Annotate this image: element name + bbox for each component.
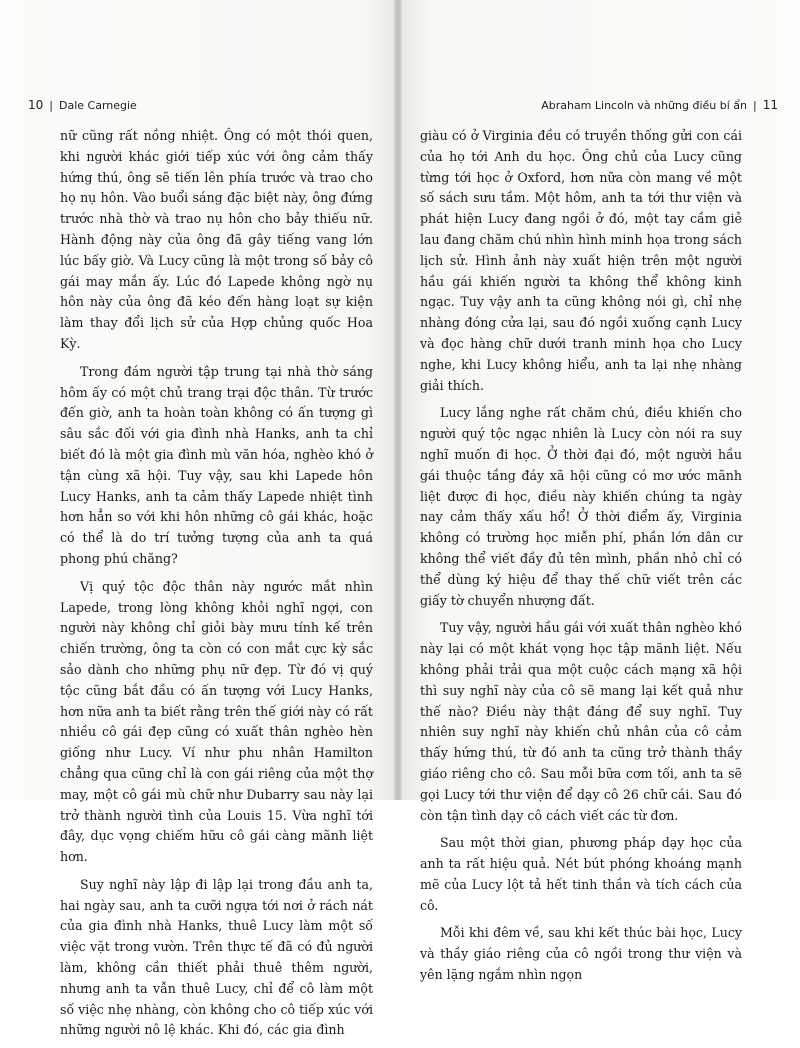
left-page-header bbox=[28, 98, 137, 112]
paragraph: Mỗi khi đêm về, sau khi kết thúc bài học, Lucy và thầy giáo riêng của cô ngồi trong thư viện và yên lặng ngắm nhìn ngọn bbox=[420, 925, 742, 983]
left-page-number: 10 bbox=[28, 98, 44, 112]
left-running-head: Dale Carnegie bbox=[59, 99, 137, 112]
left-page bbox=[0, 0, 398, 1038]
paragraph: Sau một thời gian, phương pháp dạy học của anh ta rất hiệu quả. Nét bút phóng khoáng mạnh mẽ của Lucy lột tả hết tinh thần và tích cách của cô. bbox=[420, 835, 742, 913]
paragraph: Vị quý tộc độc thân này ngước mắt nhìn Lapede, trong lòng không khỏi nghĩ ngợi, con người này không chỉ giỏi bày mưu tính kế trên chiến trường, ông ta còn có con mắt cực kỳ sắc sảo dành cho những phụ nữ đẹp. Từ đó vị quý tộc cũng bắt đầu có ấn tượng với Lucy Hanks, hơn nữa anh ta biết rằng trên thế giới này có rất nhiều cô gái đẹp cũng có xuất thân nghèo hèn giống như Lucy. Ví như phu nhân Hamilton chẳng qua cũng chỉ là con gái riêng của một thợ may, một cô gái mù chữ như Dubarry sau này lại trở thành người tình của Louis 15. Vừa nghĩ tới đây, dục vọng chiếm hữu cô gái càng mãnh liệt hơn. bbox=[60, 578, 373, 865]
right-running-head: Abraham Lincoln và những điều bí ẩn bbox=[541, 99, 747, 112]
right-page-number: 11 bbox=[762, 98, 778, 112]
paragraph: Trong đám người tập trung tại nhà thờ sáng hôm ấy có một chủ trang trại độc thân. Từ trước đến giờ, anh ta hoàn toàn không có ấn tượng gì sâu sắc đối với gia đình nhà Hanks, anh ta chỉ biết đó là một gia đình mù văn hóa, nghèo khó ở tận cùng xã hội. Tuy vậy, sau khi Lapede hôn Lucy Hanks, anh ta cảm thấy Lapede nhiệt tình hơn hẳn so với khi hôn những cô gái khác, hoặc có thể là do trí tưởng tượng của anh ta quá phong phú chăng? bbox=[60, 363, 373, 566]
right-page bbox=[398, 0, 800, 983]
paragraph: nữ cũng rất nồng nhiệt. Ông có một thói quen, khi người khác giới tiếp xúc với ông cảm thấy hứng thú, ông sẽ tiến lên phía trước và trao cho họ nụ hôn. Vào buổi sáng đặc biệt này, ông đứng trước nhà thờ và trao nụ hôn cho bảy thiếu nữ. Hành động này của ông đã gây tiếng vang lớn lúc bấy giờ. Và Lucy cũng là một trong số bảy cô gái may mắn ấy. Lúc đó Lapede không ngờ nụ hôn này của ông đã kéo đến hàng loạt sự kiện làm thay đổi lịch sử của Hợp chủng quốc Hoa Kỳ. bbox=[60, 128, 373, 351]
header-separator: | bbox=[753, 99, 757, 112]
book-gutter bbox=[394, 0, 402, 800]
right-page-header bbox=[541, 98, 778, 112]
paragraph: giàu có ở Virginia đều có truyền thống gửi con cái của họ tới Anh du học. Ông chủ của Lucy cũng từng tới học ở Oxford, hơn nữa còn mang về một số sách sưu tầm. Một hôm, anh ta tới thư viện và phát hiện Lucy đang ngồi ở đó, một tay cầm giẻ lau đang chăm chú nhìn hình minh họa trong sách lịch sử. Hình ảnh này xuất hiện trên một người hầu gái khiến người ta không thể không kinh ngạc. Tuy vậy anh ta cũng không nói gì, chỉ nhẹ nhàng đóng cửa lại, sau đó ngồi xuống cạnh Lucy và đọc hàng chữ dưới tranh minh họa cho Lucy nghe, khi Lucy không hiểu, anh ta lại nhẹ nhàng giải thích. bbox=[420, 128, 742, 393]
paragraph: Suy nghĩ này lập đi lập lại trong đầu anh ta, hai ngày sau, anh ta cưỡi ngựa tới nơi ở rách nát của gia đình nhà Hanks, thuê Lucy làm một số việc vặt trong vườn. Trên thực tế đã có đủ người làm, không cần thiết phải thuê thêm người, nhưng anh ta vẫn thuê Lucy, chỉ để cô làm một số việc nhẹ nhàng, còn không cho cô tiếp xúc với những người nô lệ khác. Khi đó, các gia đình bbox=[60, 876, 373, 1038]
paragraph: Tuy vậy, người hầu gái với xuất thân nghèo khó này lại có một khát vọng học tập mãnh liệt. Nếu không phải trải qua một cuộc cách mạng xã hội thì suy nghĩ này của cô sẽ mang lại kết quả như thế nào? Điều này thật đáng để suy nghĩ. Tuy nhiên suy nghĩ này khiến chủ nhân của cô cảm thấy hứng thú, từ đó anh ta cũng trở thành thầy giáo riêng cho cô. Sau mỗi bữa cơm tối, anh ta sẽ gọi Lucy tới thư viện để dạy cô 26 chữ cái. Sau đó còn tận tình dạy cô cách viết các từ đơn. bbox=[420, 620, 742, 823]
paragraph: Lucy lắng nghe rất chăm chú, điều khiến cho người quý tộc ngạc nhiên là Lucy còn nói ra suy nghĩ muốn đi học. Ở thời đại đó, một người hầu gái thuộc tầng đáy xã hội cũng có mơ ước mãnh liệt được đi học, điều này khiến chúng ta ngày nay cảm thấy xấu hổ! Ở thời điểm ấy, Virginia không có trường học miễn phí, phần lớn dân cư không thể viết đầy đủ tên mình, phần nhỏ chỉ có thể dùng ký hiệu để thay thế chữ viết trên các giấy tờ chuyển nhượng đất. bbox=[420, 405, 742, 608]
right-page-body bbox=[420, 126, 742, 993]
left-page-body bbox=[60, 126, 373, 1048]
header-separator: | bbox=[49, 99, 53, 112]
